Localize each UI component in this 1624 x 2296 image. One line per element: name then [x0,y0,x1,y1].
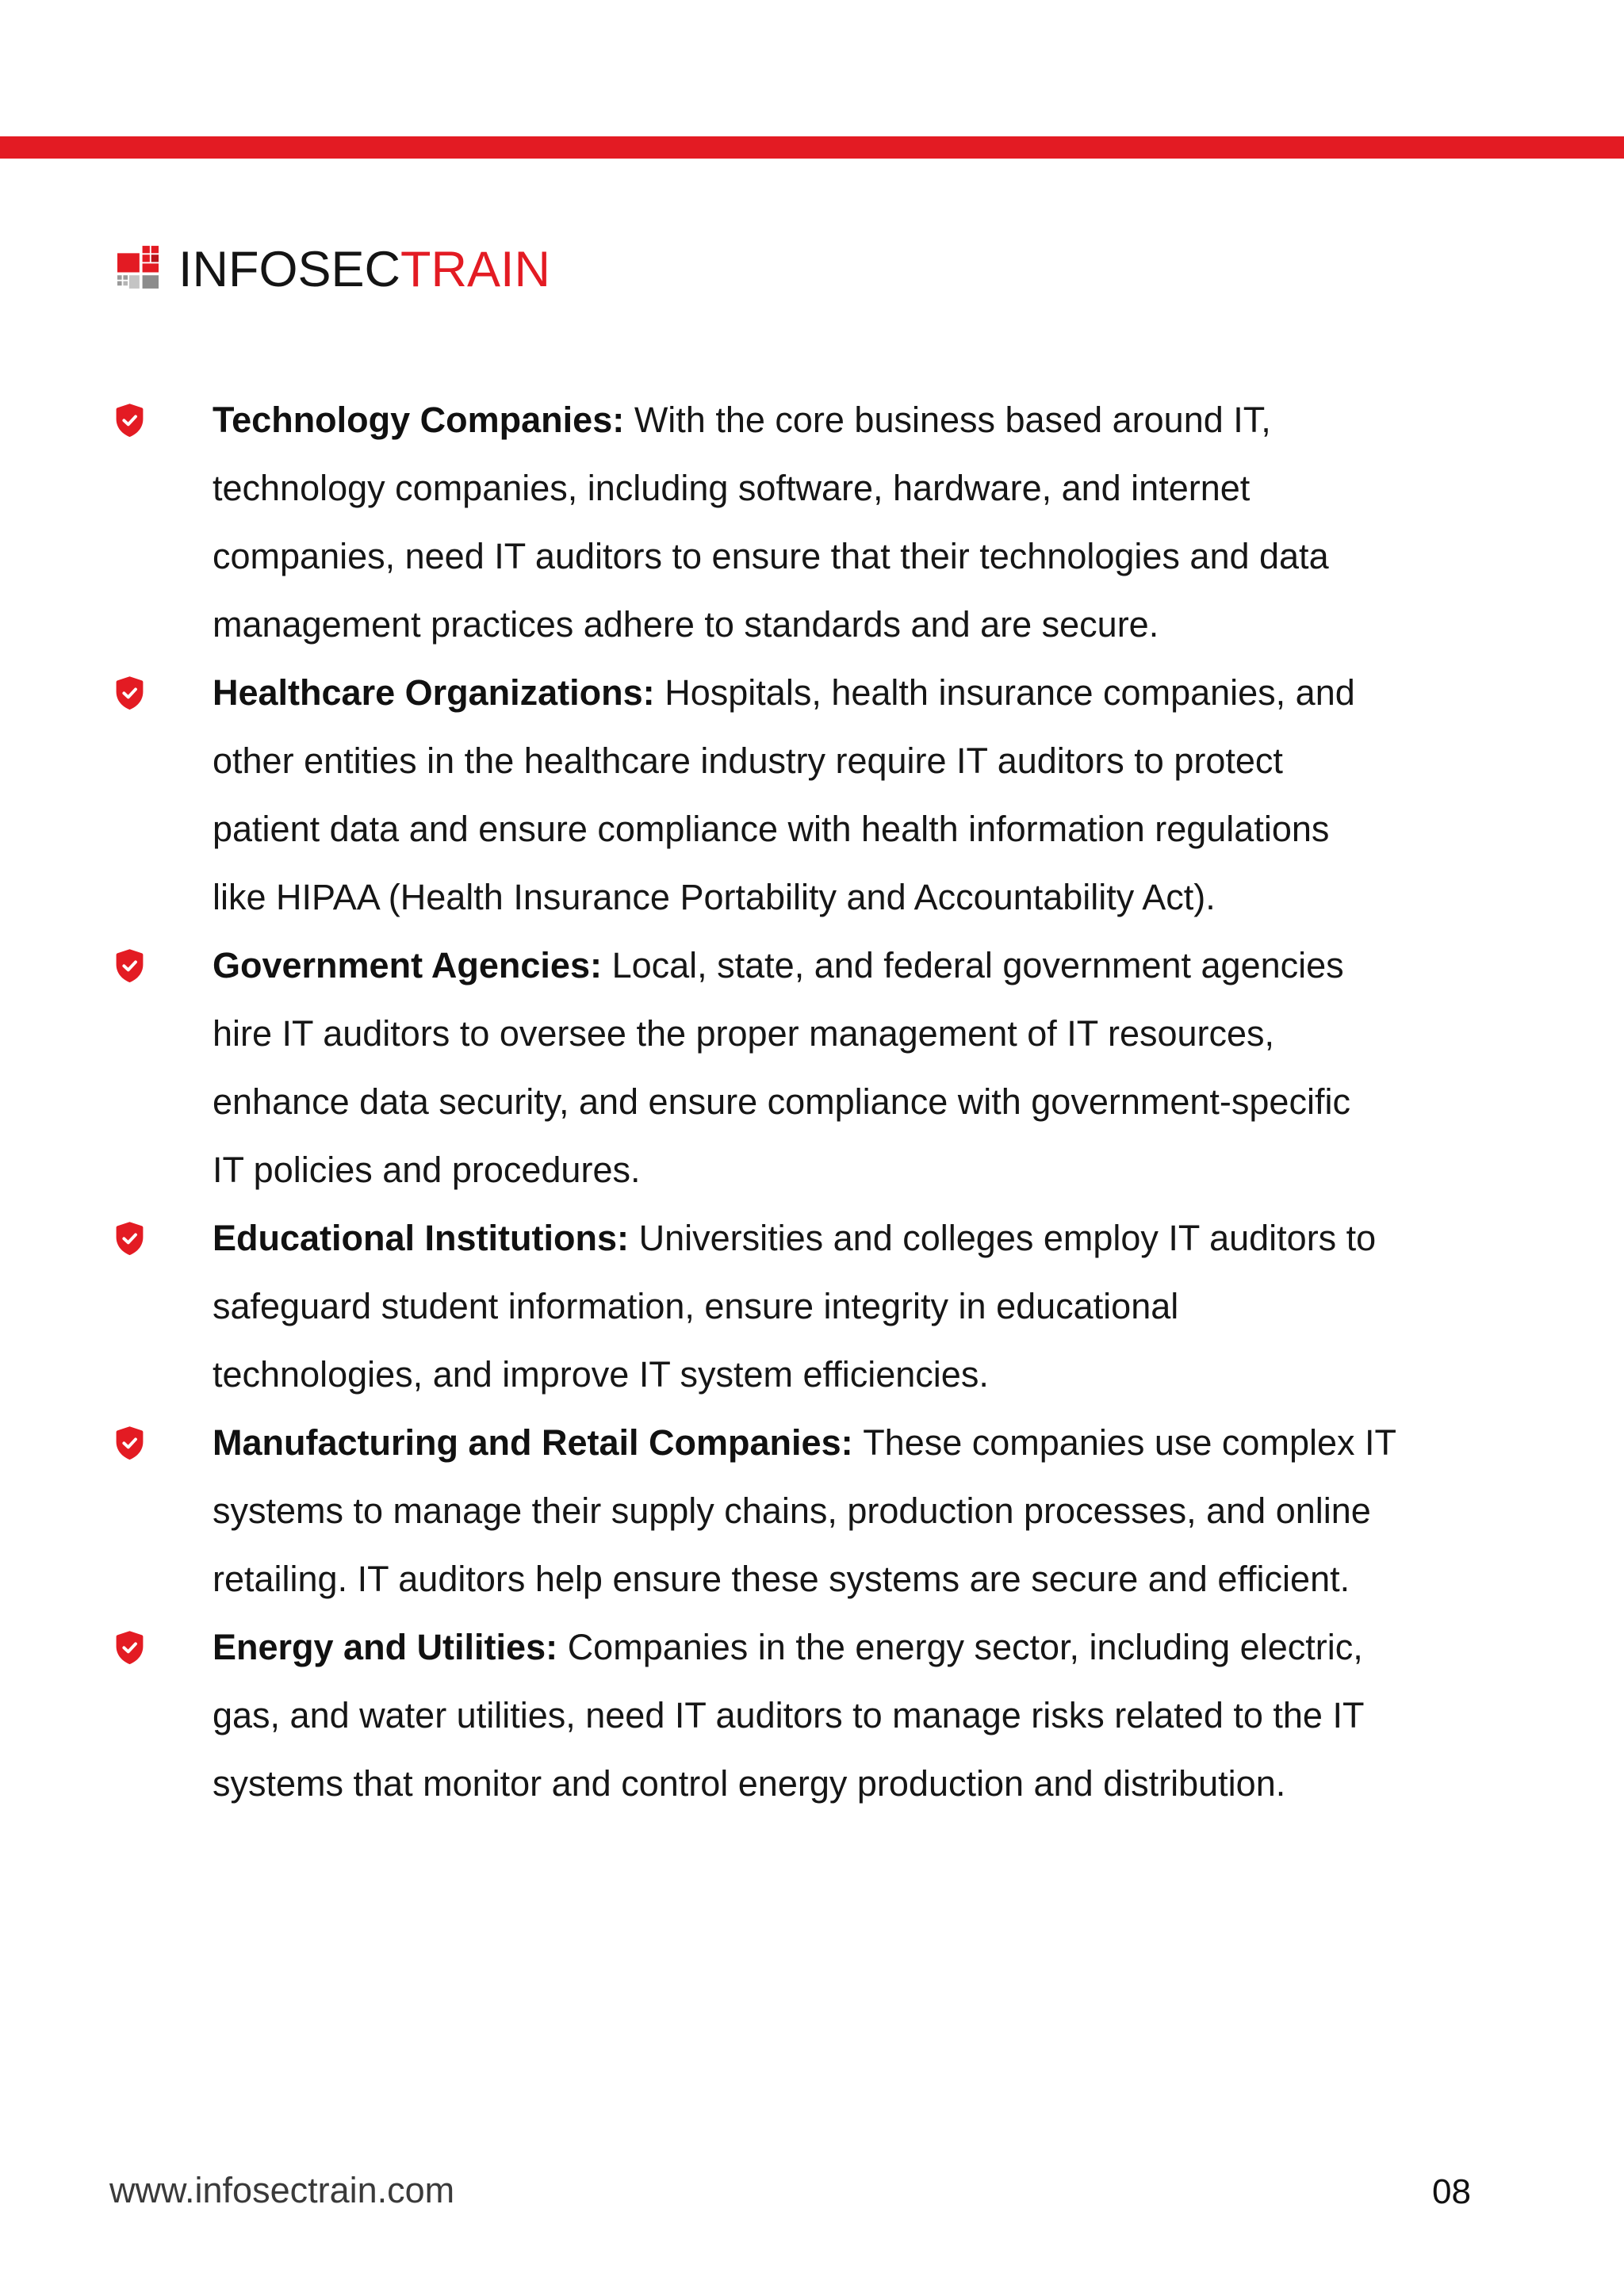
industry-heading: Government Agencies: [213,945,602,985]
page-number: 08 [1432,2172,1471,2211]
industry-item [0,1613,1624,1818]
industry-item [0,1409,1624,1613]
description-line: enhance data security, and ensure compliance with government-specific [213,1081,1350,1122]
description-text: Hospitals, health insurance companies, and [665,672,1355,713]
infosectrain-logo-icon [117,246,159,289]
description-line: management practices adhere to standards and are secure. [213,604,1159,645]
industry-heading: Educational Institutions: [213,1218,629,1258]
industry-item [0,386,1624,659]
shield-check-icon [114,402,145,438]
description-line: systems to manage their supply chains, production processes, and online [213,1490,1371,1531]
shield-check-icon [114,947,145,984]
description-text: Local, state, and federal government agencies [611,945,1344,985]
industry-heading: Manufacturing and Retail Companies: [213,1422,853,1463]
description-line: safeguard student information, ensure integrity in educational [213,1286,1179,1326]
description-line: systems that monitor and control energy production and distribution. [213,1763,1286,1804]
industry-item [0,932,1624,1204]
description-line: other entities in the healthcare industry require IT auditors to protect [213,740,1283,781]
description-line [0,1409,1624,1477]
description-text: With the core business based around IT, [634,400,1271,440]
description-line: hire IT auditors to oversee the proper management of IT resources, [213,1013,1275,1054]
shield-check-icon [114,1220,145,1257]
description-line [0,1613,1624,1682]
description-line: technologies, and improve IT system efficiencies. [213,1354,989,1395]
description-text: Companies in the energy sector, including electric, [567,1627,1363,1667]
description-text: Universities and colleges employ IT auditors to [638,1218,1377,1258]
description-line [0,659,1624,727]
description-line: retailing. IT auditors help ensure these systems are secure and efficient. [213,1559,1350,1599]
industry-item [0,1204,1624,1409]
brand-wordmark [178,242,551,297]
shield-check-icon [114,1425,145,1461]
footer-website: www.infosectrain.com [109,2170,455,2210]
shield-check-icon [114,675,145,711]
description-line: IT policies and procedures. [213,1150,641,1190]
brand-name-primary: INFOSEC [178,242,401,297]
description-line: gas, and water utilities, need IT auditors to manage risks related to the IT [213,1695,1365,1735]
description-line: like HIPAA (Health Insurance Portability and Accountability Act). [213,877,1216,917]
description-text: These companies use complex IT [863,1422,1396,1463]
description-line: technology companies, including software, hardware, and internet [213,468,1251,508]
description-line [0,1204,1624,1272]
description-line: companies, need IT auditors to ensure that their technologies and data [213,536,1329,576]
industry-heading: Healthcare Organizations: [213,672,655,713]
industry-list [0,386,1624,1818]
industry-heading: Energy and Utilities: [213,1627,558,1667]
description-line [0,932,1624,1000]
industry-heading: Technology Companies: [213,400,625,440]
description-line: patient data and ensure compliance with health information regulations [213,809,1330,849]
description-line [0,386,1624,454]
industry-item [0,659,1624,932]
shield-check-icon [114,1629,145,1666]
top-accent-bar [0,136,1624,159]
brand-name-accent: TRAIN [400,242,551,297]
